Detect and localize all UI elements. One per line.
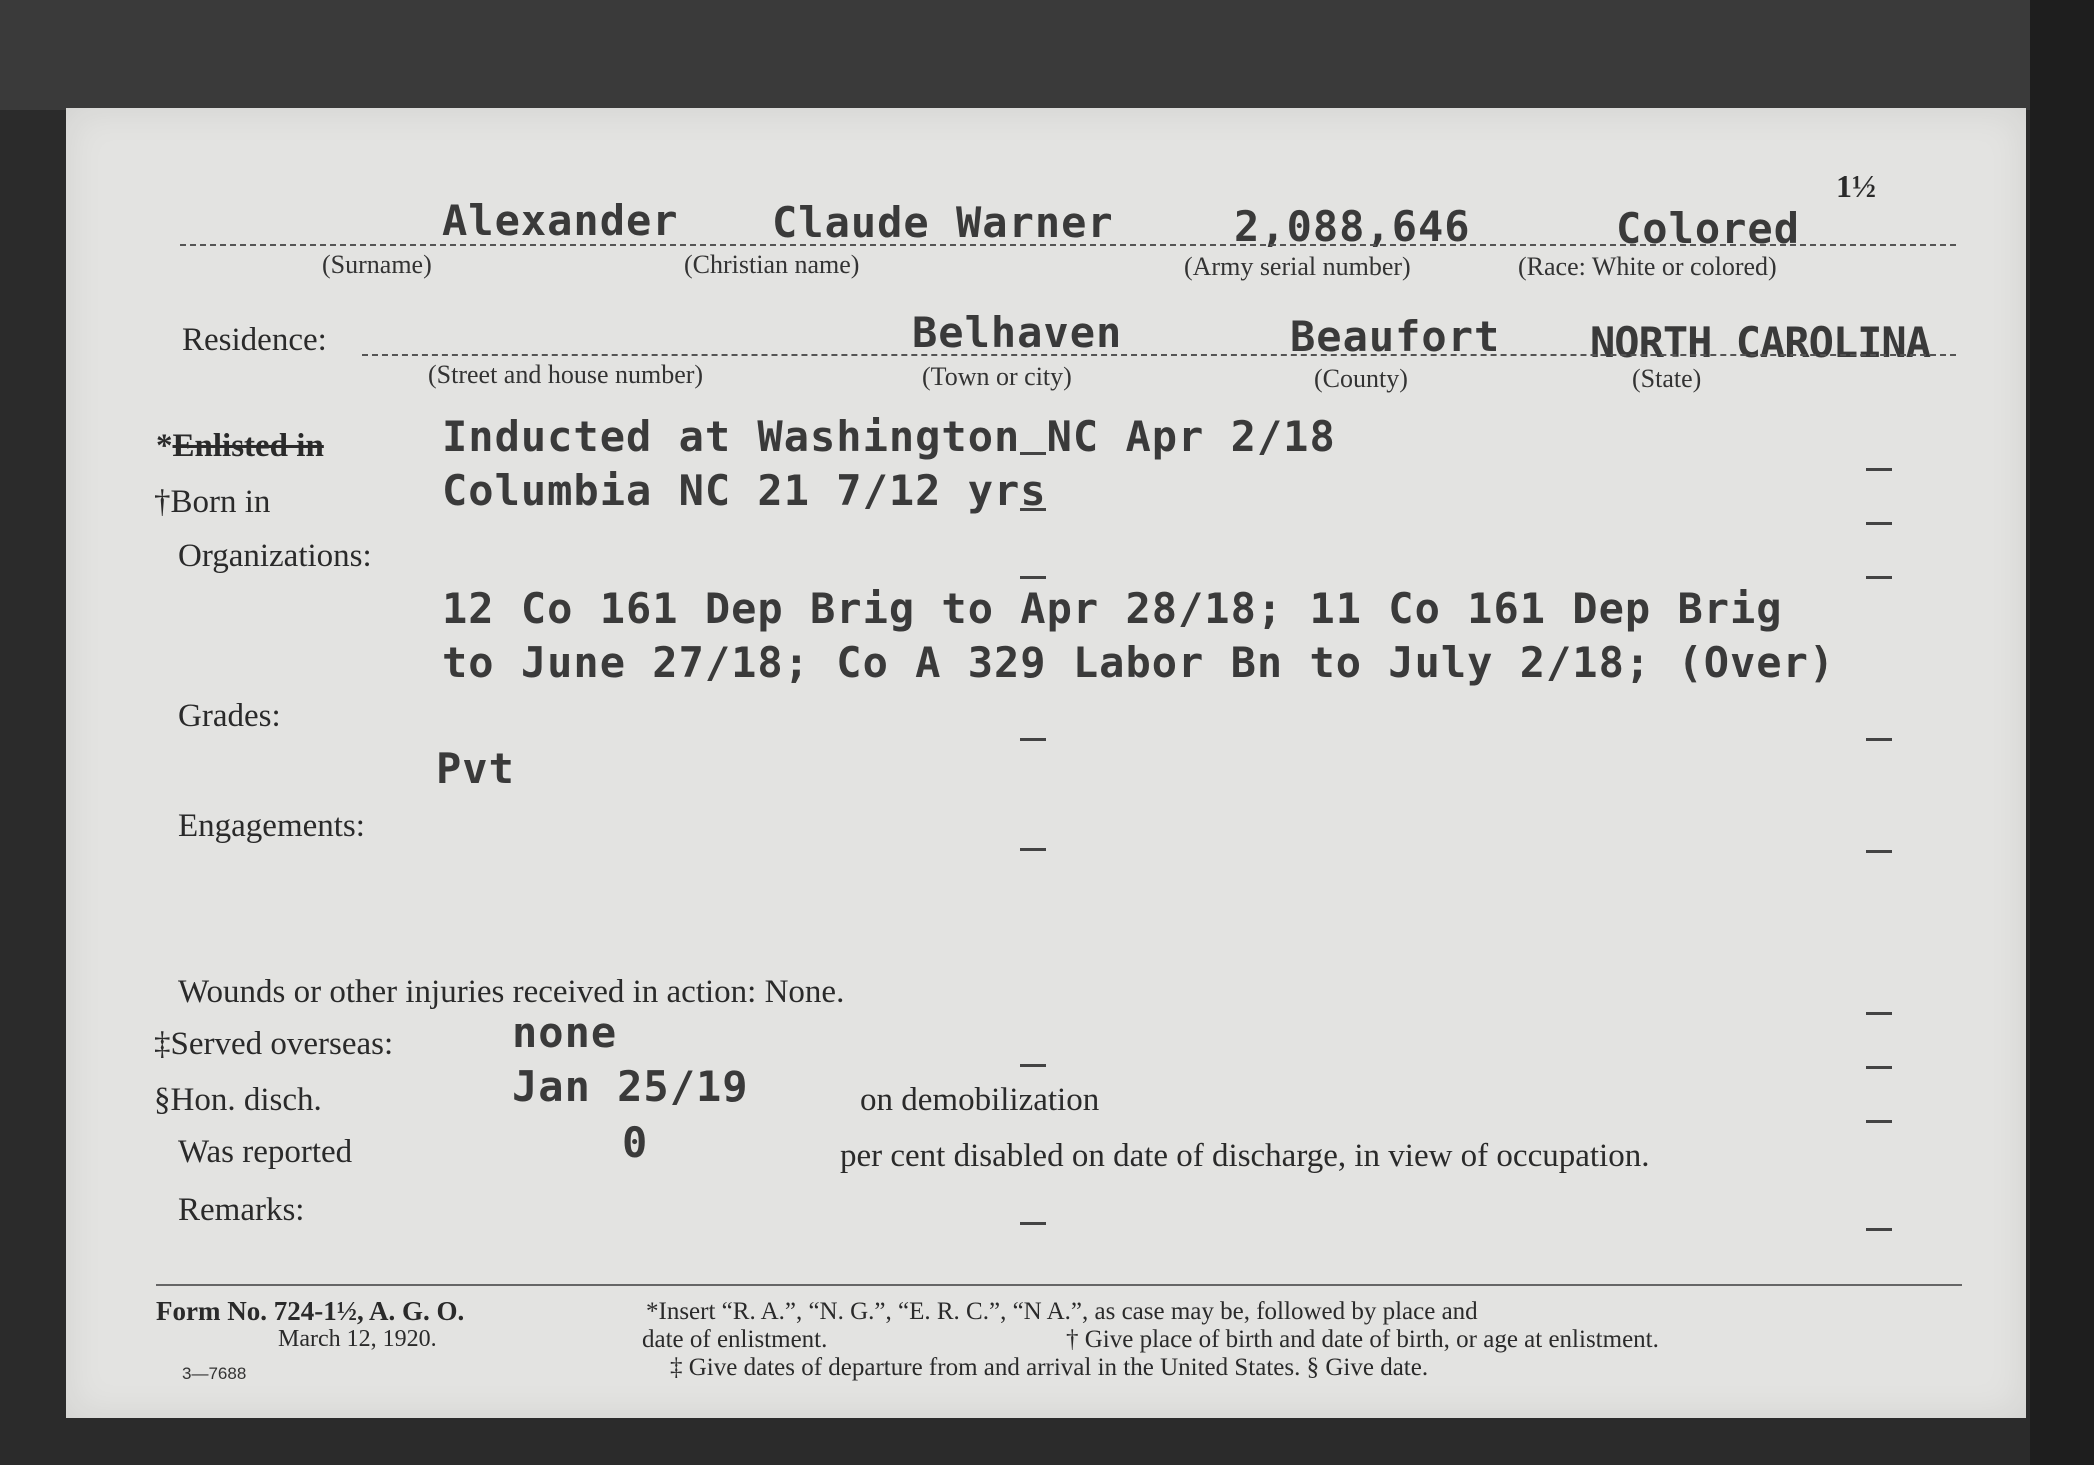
- margin-dash: [1020, 508, 1046, 511]
- footnote-line-1: *Insert “R. A.”, “N. G.”, “E. R. C.”, “N A.”, as case may be, followed by place and: [646, 1298, 1478, 1325]
- form-date: March 12, 1920.: [278, 1326, 437, 1352]
- reported-label: Was reported: [178, 1134, 353, 1170]
- footer-rule: [156, 1284, 1962, 1286]
- race-value: Colored: [1616, 204, 1801, 253]
- margin-dash: [1866, 1066, 1892, 1069]
- footnote-line-2a: date of enlistment.: [642, 1326, 828, 1353]
- residence-label: Residence:: [182, 322, 327, 358]
- christian-name-value: Claude Warner: [772, 198, 1114, 247]
- caption-state: (State): [1632, 364, 1702, 393]
- margin-dash: [1020, 576, 1046, 579]
- margin-dash: [1866, 1228, 1892, 1231]
- margin-dash: [1866, 468, 1892, 471]
- margin-dash: [1866, 576, 1892, 579]
- reported-value: 0: [622, 1118, 649, 1167]
- margin-dash: [1020, 848, 1046, 851]
- wounds-value: None.: [764, 974, 845, 1010]
- county-value: Beaufort: [1290, 312, 1501, 361]
- caption-street: (Street and house number): [428, 360, 704, 389]
- born-label: †Born in: [154, 484, 271, 520]
- wounds-label-text: Wounds or other injuries received in action:: [178, 974, 757, 1010]
- discharge-label: §Hon. disch.: [154, 1082, 322, 1118]
- margin-dash: [1866, 1012, 1892, 1015]
- form-number: Form No. 724-1½, A. G. O.: [156, 1296, 465, 1326]
- grades-label: Grades:: [178, 698, 281, 734]
- margin-dash: [1866, 738, 1892, 741]
- engagements-label: Engagements:: [178, 808, 365, 844]
- background-top: [0, 0, 2094, 110]
- footnote-line-2b: † Give place of birth and date of birth, or age at enlistment.: [1066, 1326, 1659, 1353]
- margin-dash: [1866, 850, 1892, 853]
- state-value: NORTH CAROLINA: [1590, 318, 1931, 367]
- remarks-label: Remarks:: [178, 1192, 305, 1228]
- organizations-line-1: 12 Co 161 Dep Brig to Apr 28/18; 11 Co 161 Dep Brig: [442, 584, 1783, 633]
- organizations-line-2: to June 27/18; Co A 329 Labor Bn to July 2/18; (Over): [442, 638, 1836, 687]
- overseas-value: none: [512, 1008, 618, 1057]
- born-value: Columbia NC 21 7/12 yrs: [442, 466, 1047, 515]
- footnote-line-3: ‡ Give dates of departure from and arrival in the United States. § Give date.: [670, 1354, 1429, 1381]
- background-right: [2030, 0, 2094, 1465]
- margin-dash: [1866, 522, 1892, 525]
- enlisted-label-text: Enlisted in: [172, 428, 324, 464]
- corner-number: 1½: [1836, 168, 1876, 204]
- enlisted-value: Inducted at Washington NC Apr 2/18: [442, 412, 1336, 461]
- service-record-card: [66, 108, 2026, 1418]
- caption-town: (Town or city): [922, 362, 1072, 391]
- margin-dash: [1020, 452, 1046, 455]
- residence-line: [362, 354, 1956, 356]
- caption-surname: (Surname): [322, 250, 432, 279]
- caption-serial-number: (Army serial number): [1184, 252, 1411, 281]
- margin-dash: [1020, 1222, 1046, 1225]
- caption-county: (County): [1314, 364, 1408, 393]
- caption-race: (Race: White or colored): [1518, 252, 1777, 281]
- surname-value: Alexander: [442, 196, 679, 245]
- form-code: 3—7688: [182, 1364, 247, 1383]
- serial-number-value: 2,088,646: [1234, 202, 1471, 251]
- enlisted-label: [156, 428, 324, 465]
- organizations-label: Organizations:: [178, 538, 372, 574]
- town-value: Belhaven: [912, 308, 1123, 357]
- discharge-suffix: on demobilization: [860, 1082, 1100, 1118]
- wounds-label: [178, 974, 844, 1011]
- enlisted-star: *: [156, 428, 173, 464]
- discharge-value: Jan 25/19: [512, 1062, 749, 1111]
- margin-dash: [1020, 1064, 1046, 1067]
- reported-suffix: per cent disabled on date of discharge, in view of occupation.: [840, 1138, 1650, 1174]
- grades-value: Pvt: [436, 744, 515, 793]
- margin-dash: [1020, 738, 1046, 741]
- caption-christian-name: (Christian name): [684, 250, 860, 279]
- name-line: [180, 244, 1956, 246]
- margin-dash: [1866, 1120, 1892, 1123]
- overseas-label: ‡Served overseas:: [154, 1026, 394, 1062]
